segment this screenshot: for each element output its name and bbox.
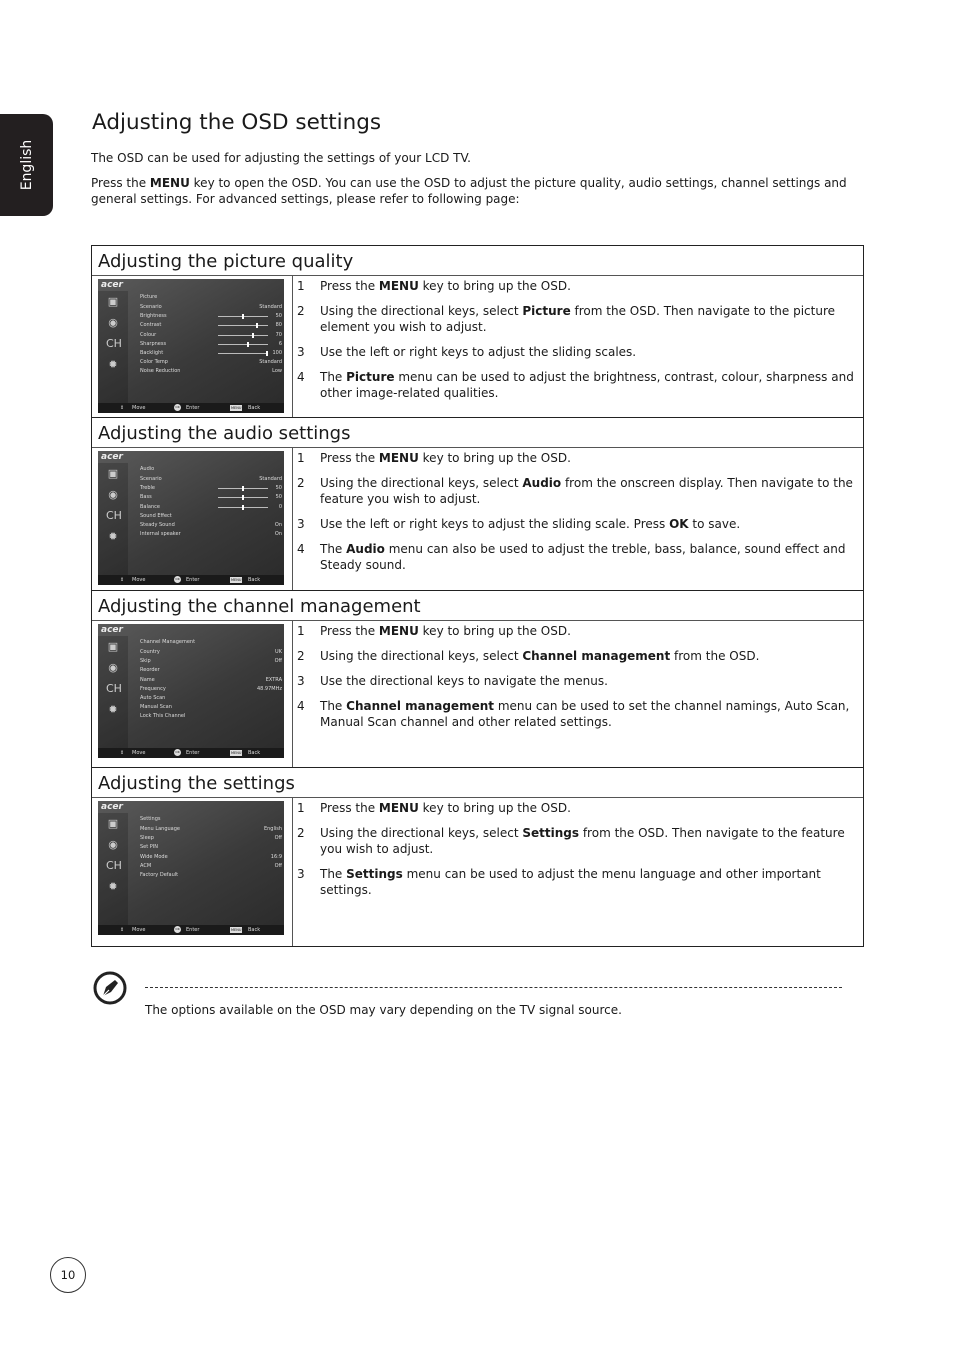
osd-move-label: Move [132,405,146,411]
osd-row-label: Menu Language [140,826,180,832]
osd-row-label: Balance [140,503,160,510]
menu-key-icon: MENU [231,928,242,932]
osd-slider-knob [266,351,268,356]
text-run: Use the left or right keys to adjust the sliding scale. Press [320,517,670,531]
note-divider [145,987,842,988]
osd-back-label: Back [248,927,261,933]
osd-row-label: Country [140,649,160,655]
step-number: 1 [297,279,305,293]
osd-row [140,485,282,493]
note-text: The options available on the OSD may vary depending on the TV signal source. [145,1003,622,1017]
osd-row-label: Contrast [140,322,162,329]
osd-row [140,835,282,843]
updown-arrow-icon: ⇕ [120,405,125,411]
bold-term: Settings [522,826,580,840]
osd-row [140,704,282,712]
osd-row-value: 80 [275,322,282,329]
osd-menu-title: Picture [140,294,158,300]
bold-term: MENU [149,176,190,190]
osd-row [140,713,282,721]
osd-row-label: Name [140,676,155,683]
osd-row-label: Auto Scan [140,695,166,701]
step-number: 2 [297,826,305,840]
osd-row [140,522,282,530]
step-item [297,541,859,573]
osd-slider-knob [242,314,244,319]
osd-footer [98,575,284,585]
menu-key-icon: MENU [231,751,242,755]
step-text [320,450,571,466]
bold-term: Settings [346,867,403,881]
osd-slider [218,507,268,508]
text-run: menu can also be used to adjust the treble, bass, balance, sound effect and Steady sound. [320,542,846,572]
osd-row [140,313,282,321]
osd-screenshot [98,451,284,585]
acer-logo: acer [101,625,123,635]
osd-slider [218,344,268,345]
osd-row-value: 50 [275,485,282,492]
osd-row-value: Off [274,862,282,869]
osd-row-label: Sharpness [140,340,167,347]
osd-row-label: Brightness [140,313,167,320]
step-number: 3 [297,674,305,688]
osd-row [140,332,282,340]
osd-row [140,531,282,539]
section-heading: Adjusting the audio settings [92,418,863,448]
step-text [320,623,571,639]
osd-slider [218,316,268,317]
section-heading: Adjusting the channel management [92,591,863,621]
step-item [297,673,859,689]
osd-row [140,341,282,349]
picture-menu-icon: ▣ [107,467,119,480]
audio-menu-icon: ◉ [108,838,118,851]
step-item [297,516,859,532]
osd-row-label: Sleep [140,835,154,842]
osd-row-label: Color Temp [140,359,168,366]
step-text [320,303,859,335]
page-number: 10 [50,1257,86,1293]
text-run: Use the left or right keys to adjust the sliding scales. [320,345,637,359]
picture-menu-icon: ▣ [107,640,119,653]
osd-row-value: 16:9 [270,853,282,860]
osd-row-value: Standard [259,304,282,310]
osd-row-label: Backlight [140,350,164,356]
settings-menu-icon: ✹ [108,358,118,371]
step-item [297,369,859,401]
bold-term: Picture [346,370,395,384]
osd-menu-title: Settings [140,816,161,822]
osd-row [140,513,282,521]
osd-slider [218,353,268,354]
step-text [320,369,859,401]
osd-row [140,863,282,871]
bold-term: Channel management [346,699,494,713]
step-text [320,344,636,360]
osd-row [140,658,282,666]
step-text [320,698,859,730]
step-number: 1 [297,624,305,638]
section-body [92,621,863,768]
osd-slider [218,335,268,336]
bold-term: Audio [346,542,385,556]
osd-menu-title: Audio [140,466,155,472]
bold-term: OK [669,517,689,531]
acer-logo: acer [101,452,123,462]
text-run: from the onscreen display. Then navigate to the feature you wish to adjust. [320,476,853,506]
osd-row-label: Colour [140,331,157,338]
osd-row [140,494,282,502]
bold-term: MENU [378,451,419,465]
text-run: Using the directional keys, select [320,826,523,840]
osd-row [140,322,282,330]
text-run: from the OSD. Then navigate to the picture element you wish to adjust. [320,304,835,334]
text-run: key to bring up the OSD. [418,801,571,815]
osd-enter-label: Enter [186,577,200,583]
picture-menu-icon: ▣ [107,295,119,308]
step-item [297,278,859,294]
text-run: menu can be used to set the channel namings, Auto Scan, Manual Scan channel and other related settings. [320,699,850,729]
sections-table [91,245,864,947]
osd-footer [98,748,284,758]
osd-enter-label: Enter [186,927,200,933]
text-run: key to open the OSD. You can use the OSD to adjust the picture quality, audio settings, channel settings and general settings. For advanced settings, please refer to following page: [91,176,847,206]
osd-row [140,686,282,694]
section-body [92,448,863,591]
text-run: menu can be used to adjust the brightness, contrast, colour, sharpness and other image-related qualities. [320,370,854,400]
step-number: 4 [297,699,305,713]
ok-key-icon: OK [175,577,180,581]
osd-move-label: Move [132,750,146,756]
ok-key-icon: OK [175,750,180,754]
osd-row-label: Steady Sound [140,522,175,528]
osd-row-label: Bass [140,494,152,501]
step-text [320,475,859,507]
osd-slider-knob [247,342,249,347]
osd-row-value: Off [274,658,282,665]
bold-term: MENU [378,279,419,293]
osd-move-label: Move [132,927,146,933]
text-run: The [320,867,347,881]
steps-list [293,798,863,946]
osd-move-label: Move [132,577,146,583]
updown-arrow-icon: ⇕ [120,577,125,583]
text-run: menu can be used to adjust the menu language and other important settings. [320,867,821,897]
step-number: 4 [297,370,305,384]
osd-row-value: Low [272,368,282,375]
bold-term: MENU [378,624,419,638]
step-number: 2 [297,476,305,490]
step-text [320,866,859,898]
section-body [92,276,863,418]
osd-row [140,476,282,484]
step-item [297,800,859,816]
osd-row [140,368,282,376]
osd-row-label: Factory Default [140,872,179,878]
step-number: 4 [297,542,305,556]
section-heading: Adjusting the settings [92,768,863,798]
osd-slider [218,497,268,498]
osd-row [140,695,282,703]
osd-row-value: UK [275,649,282,655]
osd-row-value: English [263,826,282,832]
osd-row-value: 100 [272,350,282,356]
osd-row-label: Internal speaker [140,531,181,538]
osd-row [140,677,282,685]
bold-term: Audio [522,476,562,490]
osd-row [140,304,282,312]
step-item [297,698,859,730]
osd-row-label: Frequency [140,685,166,692]
settings-menu-icon: ✹ [108,880,118,893]
osd-screenshot [98,279,284,413]
osd-slider-knob [256,323,258,328]
intro-paragraph-2 [91,175,871,207]
osd-row-label: Set PIN [140,844,159,851]
step-item [297,303,859,335]
step-text [320,800,571,816]
page-title: Adjusting the OSD settings [92,110,382,135]
ok-key-icon: OK [175,927,180,931]
osd-row-value: 50 [275,494,282,501]
step-number: 2 [297,649,305,663]
note-pen-icon [93,971,127,1005]
osd-back-label: Back [248,405,261,411]
step-text [320,825,859,857]
text-run: key to bring up the OSD. [418,451,571,465]
step-item [297,866,859,898]
osd-screenshot-cell [92,448,293,590]
osd-footer [98,403,284,413]
steps-list [293,448,863,590]
text-run: from the OSD. Then navigate to the feature you wish to adjust. [320,826,845,856]
language-tab [0,114,53,216]
section-body [92,798,863,947]
step-text [320,278,571,294]
text-run: Press the [320,624,379,638]
osd-row-value: Standard [259,476,282,482]
text-run: Using the directional keys, select [320,476,523,490]
osd-row-label: Noise Reduction [140,368,181,375]
settings-menu-icon: ✹ [108,703,118,716]
acer-logo: acer [101,280,123,290]
osd-row-value: 6 [278,340,282,347]
osd-row [140,844,282,852]
steps-list [293,276,863,417]
osd-row-label: Treble [140,485,155,492]
osd-row-value: 0 [278,503,282,510]
osd-screenshot [98,801,284,935]
osd-row-label: Manual Scan [140,704,172,711]
step-number: 3 [297,517,305,531]
text-run: Using the directional keys, select [320,304,523,318]
osd-row-label: Reorder [140,667,160,674]
osd-slider-knob [252,333,254,338]
osd-back-label: Back [248,577,261,583]
text-run: Press the [320,451,379,465]
acer-logo: acer [101,802,123,812]
picture-menu-icon: ▣ [107,817,119,830]
osd-row-value: 48.97MHz [256,685,282,692]
osd-menu-title: Channel Management [140,639,196,645]
step-item [297,648,859,664]
osd-row [140,667,282,675]
channel-menu-icon: CH [106,682,122,695]
step-number: 3 [297,345,305,359]
text-run: The [320,370,347,384]
osd-row-label: Skip [140,658,151,665]
step-number: 3 [297,867,305,881]
osd-row-value: Standard [259,359,282,366]
osd-row-label: ACM [140,862,152,869]
osd-row-label: Sound Effect [140,512,172,519]
osd-slider-knob [242,495,244,500]
osd-row [140,872,282,880]
osd-row [140,350,282,358]
osd-row-label: Lock This Channel [140,713,186,720]
settings-menu-icon: ✹ [108,530,118,543]
text-run: Using the directional keys, select [320,649,523,663]
osd-screenshot-cell [92,621,293,767]
osd-slider [218,325,268,326]
channel-menu-icon: CH [106,859,122,872]
section-heading: Adjusting the picture quality [92,246,863,276]
step-item [297,825,859,857]
audio-menu-icon: ◉ [108,661,118,674]
channel-menu-icon: CH [106,509,122,522]
menu-key-icon: MENU [231,406,242,410]
step-text [320,648,759,664]
step-item [297,344,859,360]
step-text [320,516,740,532]
osd-row [140,854,282,862]
audio-menu-icon: ◉ [108,488,118,501]
osd-screenshot-cell [92,798,293,946]
bold-term: MENU [378,801,419,815]
step-number: 1 [297,451,305,465]
menu-key-icon: MENU [231,578,242,582]
osd-back-label: Back [248,750,261,756]
osd-row-value: Off [274,835,282,842]
text-run: key to bring up the OSD. [418,624,571,638]
text-run: from the OSD. [670,649,760,663]
osd-row [140,359,282,367]
osd-enter-label: Enter [186,405,200,411]
steps-list [293,621,863,767]
osd-slider [218,488,268,489]
updown-arrow-icon: ⇕ [120,750,125,756]
osd-row-label: Scenario [140,304,162,310]
osd-row-label: Wide Mode [140,853,168,860]
osd-slider-knob [242,486,244,491]
bold-term: Picture [522,304,571,318]
text-run: to save. [688,517,741,531]
intro-paragraph-1: The OSD can be used for adjusting the settings of your LCD TV. [91,151,471,165]
updown-arrow-icon: ⇕ [120,927,125,933]
text-run: The [320,699,347,713]
audio-menu-icon: ◉ [108,316,118,329]
bold-term: Channel management [522,649,671,663]
osd-row-value: On [274,522,282,528]
osd-row-value: EXTRA [265,676,282,683]
step-text [320,541,859,573]
step-text [320,673,608,689]
osd-screenshot [98,624,284,758]
step-number: 2 [297,304,305,318]
ok-key-icon: OK [175,405,180,409]
osd-screenshot-cell [92,276,293,417]
text-run: Press the [320,279,379,293]
osd-row-value: 50 [275,313,282,320]
osd-row [140,649,282,657]
text-run: The [320,542,347,556]
step-number: 1 [297,801,305,815]
step-item [297,475,859,507]
osd-row [140,826,282,834]
text-run: Press the [91,176,150,190]
osd-footer [98,925,284,935]
osd-row-value: On [274,531,282,538]
channel-menu-icon: CH [106,337,122,350]
osd-row-value: 70 [275,331,282,338]
text-run: key to bring up the OSD. [418,279,571,293]
osd-row [140,504,282,512]
text-run: Use the directional keys to navigate the menus. [320,674,608,688]
step-item [297,450,859,466]
osd-row-label: Scenario [140,476,162,482]
osd-slider-knob [242,505,244,510]
language-label: English [18,139,35,191]
osd-enter-label: Enter [186,750,200,756]
text-run: Press the [320,801,379,815]
step-item [297,623,859,639]
